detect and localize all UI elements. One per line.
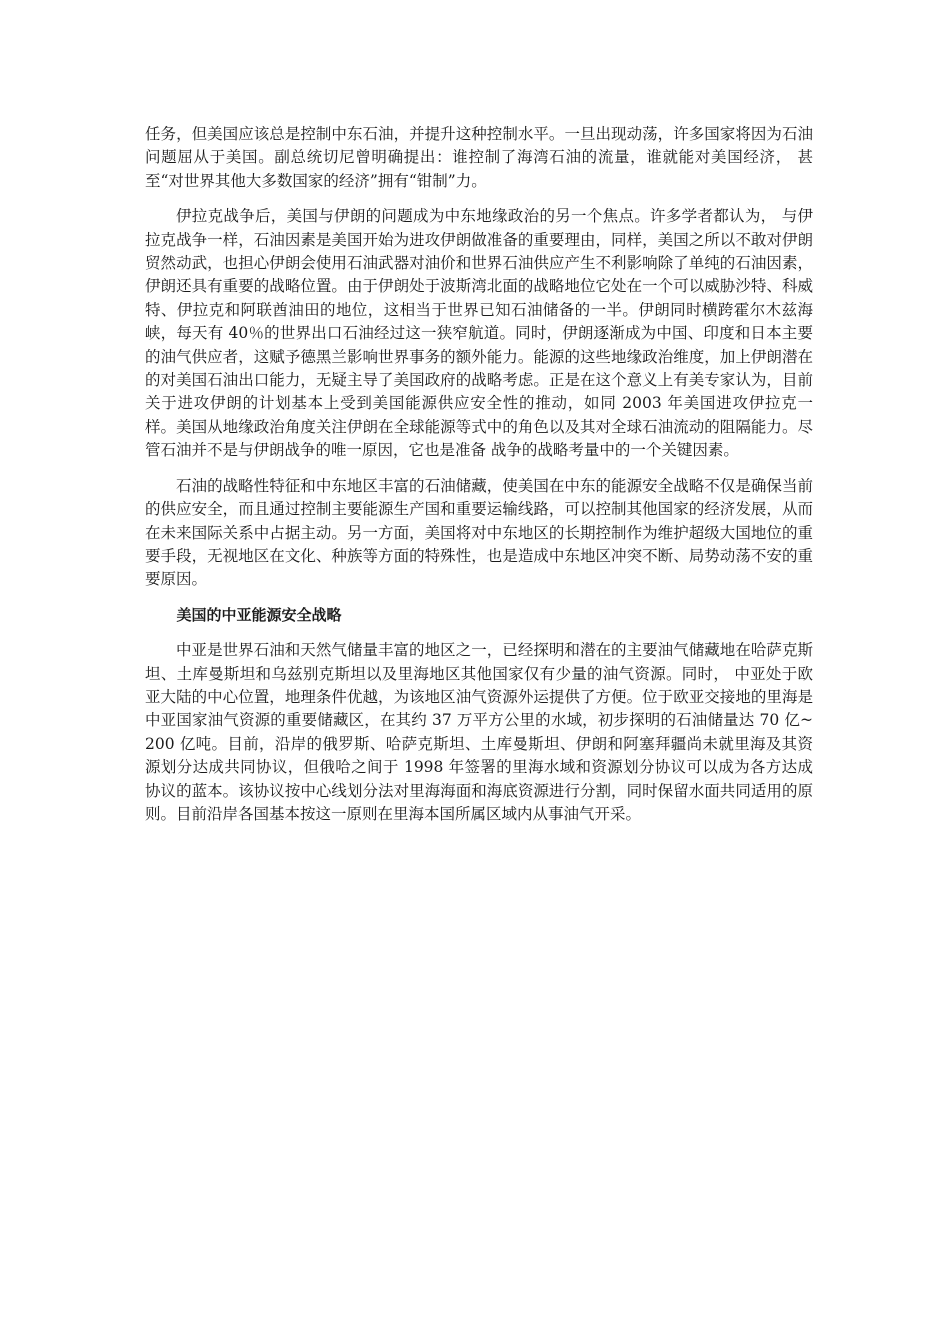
paragraph-middle-east-strategy: 石油的战略性特征和中东地区丰富的石油储藏，使美国在中东的能源安全战略不仅是确保当前的供应安全，而且通过控制主要能源生产国和重要运输线路，可以控制其他国家的经济发展，从而在未来国际关系中占据主动。另一方面，美国将对中东地区的长期控制作为维护超级大国地位的重要手段，无视地区在文化、种族等方面的特殊性，也是造成中东地区冲突不断、局势动荡不安的重要原因。 xyxy=(145,476,813,589)
section-heading: 美国的中亚能源安全战略 xyxy=(176,605,342,624)
paragraph-continuation: 任务，但美国应该总是控制中东石油，并提升这种控制水平。一旦出现动荡，许多国家将因为石油问题屈从于美国。副总统切尼曾明确提出：谁控制了海湾石油的流量，谁就能对美国经济， 甚至“对世界其他大多数国家的经济”拥有“钳制”力。 xyxy=(145,125,813,190)
paragraph-central-asia: 中亚是世界石油和天然气储量丰富的地区之一，已经探明和潜在的主要油气储藏地在哈萨克斯坦、土库曼斯坦和乌兹别克斯坦以及里海地区其他国家仅有少量的油气资源。同时， 中亚处于欧亚大陆的中心位置，地理条件优越，为该地区油气资源外运提供了方便。位于欧亚交接地的里海是中亚国家油气资源的重要储藏区，在其约 37 万平方公里的水域，初步探明的石油储量达 70 亿~200 亿吨。目前，沿岸的俄罗斯、哈萨克斯坦、土库曼斯坦、伊朗和阿塞拜疆尚未就里海及其资源划分达成共同协议，但俄哈之间于 1998 年签署的里海水域和资源划分协议可以成为各方达成协议的蓝本。该协议按中心线划分法对里海海面和海底资源进行分割，同时保留水面共同适用的原则。目前沿岸各国基本按这一原则在里海本国所属区域内从事油气开采。 xyxy=(145,641,813,823)
paragraph-iran: 伊拉克战争后，美国与伊朗的问题成为中东地缘政治的另一个焦点。许多学者都认为， 与伊拉克战争一样，石油因素是美国开始为进攻伊朗做准备的重要理由，同样，美国之所以不敢对伊朗贸然动武，也担心伊朗会使用石油武器对油价和世界石油供应产生不利影响除了单纯的石油因素，伊朗还具有重要的战略位置。由于伊朗处于波斯湾北面的战略地位它处在一个可以威胁沙特、科威特、伊拉克和阿联酋油田的地位，这相当于世界已知石油储备的一半。伊朗同时横跨霍尔木兹海峡，每天有 40％的世界出口石油经过这一狭窄航道。同时，伊朗逐渐成为中国、印度和日本主要的油气供应者，这赋予德黑兰影响世界事务的额外能力。能源的这些地缘政治维度，加上伊朗潜在的对美国石油出口能力，无疑主导了美国政府的战略考虑。正是在这个意义上有美专家认为，目前关于进攻伊朗的计划基本上受到美国能源供应安全性的推动，如同 2003 年美国进攻伊拉克一样。美国从地缘政治角度关注伊朗在全球能源等式中的角色以及其对全球石油流动的阻隔能力。尽管石油并不是与伊朗战争的唯一原因，它也是准备 战争的战略考量中的一个关键因素。 xyxy=(145,207,813,460)
document-page xyxy=(145,123,813,838)
